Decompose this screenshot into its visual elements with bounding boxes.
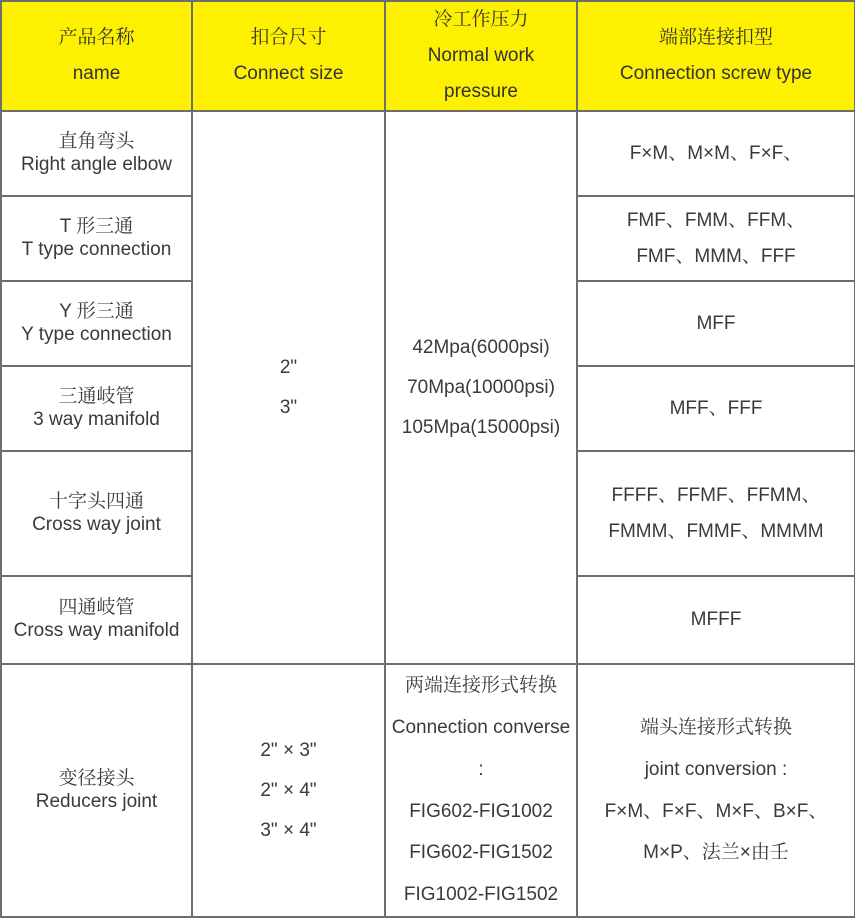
table-row-reducer xyxy=(1,664,855,917)
product-name-en: Reducers joint xyxy=(35,790,158,812)
product-name-zh: 变径接头 xyxy=(58,767,135,789)
header-size-zh: 扣合尺寸 xyxy=(250,27,327,49)
product-name-en: Right angle elbow xyxy=(20,153,173,175)
product-name-cell xyxy=(1,196,192,281)
product-name-zh: 四通岐管 xyxy=(58,597,135,619)
reducer-size-value: 3" × 4" xyxy=(260,819,317,841)
screw-type-line: FMMM、FMMF、MMMM xyxy=(608,520,824,542)
header-name-zh: 产品名称 xyxy=(58,27,135,49)
product-name-en: 3 way manifold xyxy=(33,408,160,430)
joint-conversion-cell xyxy=(577,664,855,917)
table-row xyxy=(1,111,855,196)
size-value: 2" xyxy=(279,356,298,378)
product-name-zh: 直角弯头 xyxy=(58,130,135,152)
shared-size-cell xyxy=(192,111,385,664)
header-pressure xyxy=(385,1,577,111)
product-name-cell xyxy=(1,576,192,664)
header-name-en: name xyxy=(72,63,121,85)
screw-type-line: FMF、FMM、FFM、 xyxy=(626,209,806,231)
converse-line: Connection converse : xyxy=(391,717,571,780)
screw-type-cell xyxy=(577,281,855,366)
product-name-zh: T 形三通 xyxy=(59,215,134,237)
joint-line: M×P、法兰×由壬 xyxy=(643,842,789,864)
converse-line: FIG1002-FIG1502 xyxy=(403,884,559,906)
screw-type-line: F×M、M×M、F×F、 xyxy=(629,142,803,164)
connection-converse-cell xyxy=(385,664,577,917)
reducer-size-cell xyxy=(192,664,385,917)
product-name-zh: 三通岐管 xyxy=(58,385,135,407)
product-name-zh: Y 形三通 xyxy=(59,300,134,322)
screw-type-line: FFFF、FFMF、FFMM、 xyxy=(611,484,821,506)
header-pressure-zh: 冷工作压力 xyxy=(433,9,529,30)
product-name-en: Y type connection xyxy=(21,323,172,345)
reducer-size-value: 2" × 3" xyxy=(260,739,317,761)
header-size xyxy=(192,1,385,111)
header-screw xyxy=(577,1,855,111)
screw-type-cell xyxy=(577,196,855,281)
header-pressure-en: Normal work pressure xyxy=(427,45,535,103)
product-name-cell xyxy=(1,366,192,451)
joint-line: joint conversion : xyxy=(644,758,788,780)
screw-type-line: MFF xyxy=(696,312,736,334)
product-name-cell xyxy=(1,451,192,576)
header-size-en: Connect size xyxy=(233,63,344,85)
joint-line: F×M、F×F、M×F、B×F、 xyxy=(604,800,828,822)
size-value: 3" xyxy=(279,396,298,418)
product-name-cell xyxy=(1,111,192,196)
reducer-size-value: 2" × 4" xyxy=(260,779,317,801)
product-name-cell xyxy=(1,281,192,366)
joint-line: 端头连接形式转换 xyxy=(639,717,792,739)
header-screw-en: Connection screw type xyxy=(619,63,813,85)
screw-type-cell xyxy=(577,451,855,576)
screw-type-line: MFFF xyxy=(690,609,742,631)
screw-type-cell xyxy=(577,576,855,664)
converse-line: FIG602-FIG1002 xyxy=(409,800,553,822)
header-screw-zh: 端部连接扣型 xyxy=(658,27,773,49)
product-name-cell xyxy=(1,664,192,917)
product-name-en: T type connection xyxy=(21,238,172,260)
converse-line: FIG602-FIG1502 xyxy=(409,842,553,864)
screw-type-line: MFF、FFF xyxy=(669,397,763,419)
pressure-value: 105Mpa(15000psi) xyxy=(401,416,561,438)
header-row xyxy=(1,1,855,111)
product-name-zh: 十字头四通 xyxy=(48,490,144,512)
converse-line: 两端连接形式转换 xyxy=(404,675,557,697)
header-name xyxy=(1,1,192,111)
shared-pressure-cell xyxy=(385,111,577,664)
product-name-en: Cross way joint xyxy=(32,513,161,535)
screw-type-line: FMF、MMM、FFF xyxy=(636,245,796,267)
product-name-en: Cross way manifold xyxy=(13,620,180,642)
screw-type-cell xyxy=(577,111,855,196)
pressure-value: 42Mpa(6000psi) xyxy=(412,336,550,358)
pressure-value: 70Mpa(10000psi) xyxy=(407,376,555,398)
screw-type-cell xyxy=(577,366,855,451)
